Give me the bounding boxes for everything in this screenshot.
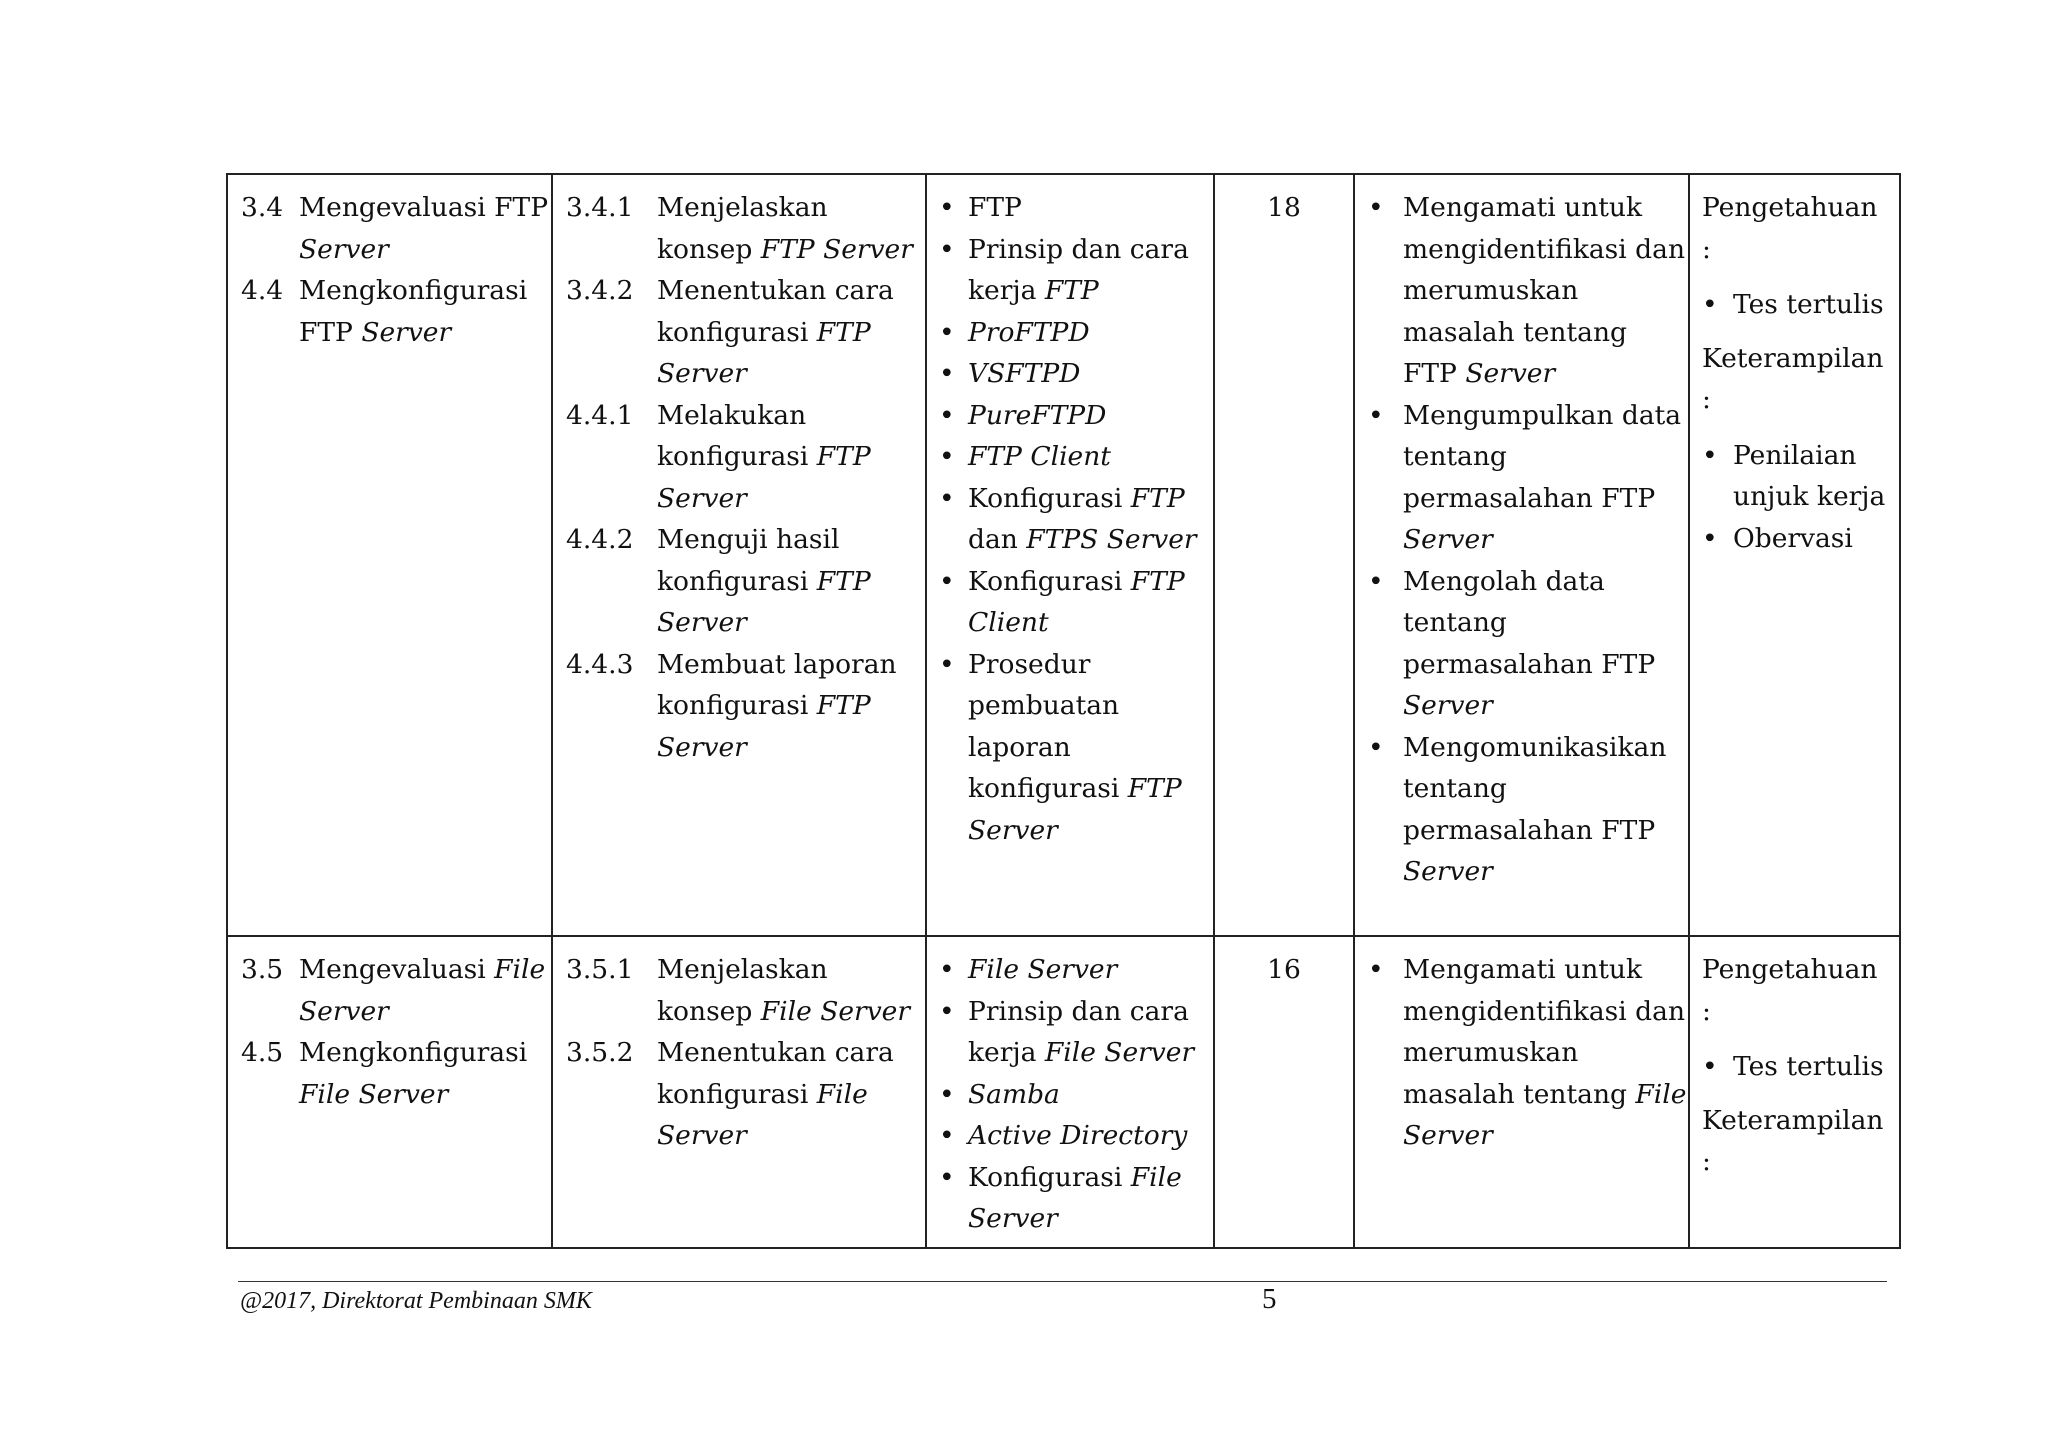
- material-item: • PureFTPD: [939, 395, 1213, 437]
- material-item: • VSFTPD: [939, 353, 1213, 395]
- material-list: [927, 949, 1213, 1240]
- material-item: • Active Directory: [939, 1115, 1213, 1157]
- syllabus-table: [226, 173, 1901, 1249]
- material-item: • Konfigurasi FTP Client: [939, 561, 1213, 644]
- competency-text: Mengkonfigurasi FTP Server: [299, 275, 528, 348]
- activity-item: • Mengolah data tentang permasalahan FTP Server: [1368, 561, 1688, 727]
- skill-label: Keterampilan: [1702, 342, 1884, 374]
- material-list: [927, 187, 1213, 851]
- knowledge-list: [1702, 284, 1899, 326]
- time-allocation: 18: [1214, 174, 1354, 936]
- indicator-cell: [552, 936, 926, 1248]
- assessment-item: • Tes tertulis: [1702, 284, 1899, 326]
- material-item: • Prinsip dan cara kerja File Server: [939, 991, 1213, 1074]
- material-item: • Konfigurasi File Server: [939, 1157, 1213, 1240]
- assessment-item: • Tes tertulis: [1702, 1046, 1899, 1088]
- competency-cell: [227, 174, 552, 936]
- colon: :: [1702, 233, 1711, 265]
- page-number: 5: [1262, 1283, 1277, 1315]
- competency-item: [228, 1032, 551, 1115]
- table-row: [227, 936, 1900, 1248]
- knowledge-label: Pengetahuan: [1702, 192, 1878, 223]
- competency-item: [228, 187, 551, 270]
- competency-text: Mengkonfigurasi File Server: [299, 1037, 528, 1110]
- indicator-item: 4.4.1 Melakukan konfigurasi FTP Server: [566, 399, 871, 514]
- indicator-item: 3.5.2 Menentukan cara konfigurasi File Server: [566, 1037, 894, 1151]
- material-item: • FTP: [939, 187, 1213, 229]
- activity-list: [1355, 949, 1688, 1157]
- activity-list: [1355, 187, 1688, 893]
- competency-text: Mengevaluasi FTP Server: [299, 192, 549, 265]
- activity-cell: [1354, 936, 1689, 1248]
- indicator-item: 3.4.2 Menentukan cara konfigurasi FTP Server: [566, 275, 894, 389]
- footer-copyright: @2017, Direktorat Pembinaan SMK: [240, 1288, 592, 1314]
- competency-text: Mengevaluasi File Server: [299, 954, 546, 1027]
- activity-item: • Mengumpulkan data tentang permasalahan FTP Server: [1368, 395, 1688, 561]
- indicator-item: 3.5.1 Menjelaskan konsep File Server: [566, 954, 911, 1027]
- table-row: [227, 174, 1900, 936]
- assessment-item: • Penilaian unjuk kerja: [1702, 435, 1899, 518]
- colon: :: [1702, 384, 1711, 415]
- activity-item: • Mengomunikasikan tentang permasalahan FTP Server: [1368, 727, 1688, 893]
- assessment-cell: [1689, 936, 1900, 1248]
- competency-number: 4.4: [241, 275, 284, 306]
- competency-number: 3.4: [241, 192, 284, 223]
- material-item: • Samba: [939, 1074, 1213, 1116]
- competency-item: [228, 270, 551, 353]
- material-item: • File Server: [939, 949, 1213, 991]
- material-item: • Prinsip dan cara kerja FTP: [939, 229, 1213, 312]
- assessment-item: • Obervasi: [1702, 518, 1899, 560]
- colon: :: [1702, 995, 1711, 1027]
- activity-cell: [1354, 174, 1689, 936]
- indicator-item: 4.4.3 Membuat laporan konfigurasi FTP Server: [566, 648, 897, 763]
- competency-item: [228, 949, 551, 1032]
- competency-number: 4.5: [241, 1037, 284, 1068]
- material-item: • Konfigurasi FTP dan FTPS Server: [939, 478, 1213, 561]
- material-item: • ProFTPD: [939, 312, 1213, 354]
- skill-list: [1702, 435, 1899, 560]
- competency-cell: [227, 936, 552, 1248]
- indicator-cell: [552, 174, 926, 936]
- time-allocation: 16: [1214, 936, 1354, 1248]
- material-cell: [926, 936, 1214, 1248]
- activity-item: • Mengamati untuk mengidentifikasi dan merumuskan masalah tentang FTP Server: [1368, 187, 1688, 395]
- activity-item: • Mengamati untuk mengidentifikasi dan merumuskan masalah tentang File Server: [1368, 949, 1688, 1157]
- colon: :: [1702, 1146, 1711, 1177]
- material-item: • FTP Client: [939, 436, 1213, 478]
- indicator-item: 3.4.1 Menjelaskan konsep FTP Server: [566, 192, 913, 265]
- competency-number: 3.5: [241, 954, 284, 985]
- skill-label: Keterampilan: [1702, 1104, 1884, 1136]
- footer-divider: [238, 1281, 1887, 1282]
- indicator-item: 4.4.2 Menguji hasil konfigurasi FTP Server: [566, 524, 871, 638]
- knowledge-label: Pengetahuan: [1702, 954, 1878, 985]
- material-item: • Prosedur pembuatan laporan konfigurasi FTP Server: [939, 644, 1213, 852]
- assessment-cell: [1689, 174, 1900, 936]
- material-cell: [926, 174, 1214, 936]
- knowledge-list: [1702, 1046, 1899, 1088]
